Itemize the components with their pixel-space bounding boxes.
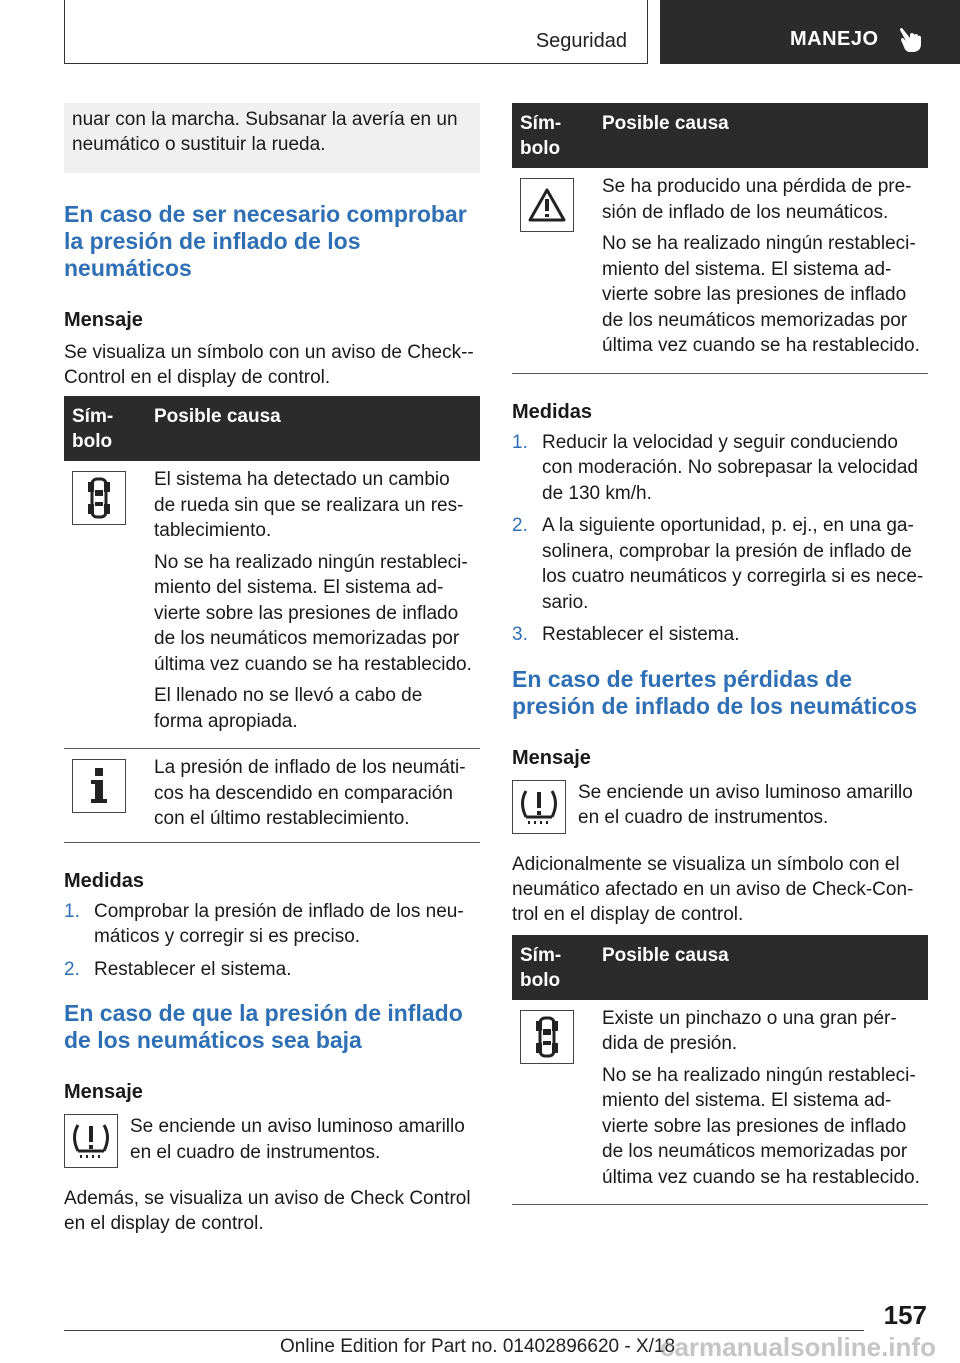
measures-list: [512, 430, 928, 648]
cause-text: El llenado no se llevó a cabo de forma apropiada.: [154, 685, 423, 732]
table-row: [64, 461, 480, 749]
list-item: 3. Restablecer el sistema.: [512, 624, 740, 645]
car-tire-warning-icon: [72, 471, 126, 525]
right-column: [512, 103, 928, 1205]
table-header-cause: Posible causa: [602, 113, 729, 134]
list-item: 1. Comprobar la presión de inflado de los neu-máticos y corregir si es preciso.: [64, 900, 464, 947]
info-icon: [72, 759, 126, 813]
cause-text: La presión de inflado de los neumáti-cos ha descendido en comparación con el último restablecimiento.: [154, 757, 466, 829]
page-number: 157: [883, 1300, 927, 1330]
table-header-symbol: Sím-bolo: [520, 944, 562, 991]
cause-text: No se ha realizado ningún restableci-miento del sistema. El sistema ad-vierte sobre las presiones de inflado de los neumáticos memorizadas por última vez cuando se ha restablecido.: [602, 1064, 920, 1188]
message-row: [64, 1114, 480, 1174]
cause-text: No se ha realizado ningún restableci-miento del sistema. El sistema ad-vierte sobre las presiones de inflado de los neumáticos memorizadas por última vez cuando se ha restablecido.: [602, 233, 920, 356]
extra-text: Adicionalmente se visualiza un símbolo con el neumático afectado en un aviso de Check-Con-trol en el display de control.: [512, 853, 914, 925]
section-heading-check-pressure: En caso de ser necesario comprobar la presión de inflado de los neumáticos: [64, 201, 467, 281]
warning-triangle-icon: [520, 178, 574, 232]
table-header-cause: Posible causa: [602, 944, 729, 966]
footer-divider: [64, 1330, 864, 1331]
measures-heading: Medidas: [512, 400, 593, 423]
table-header-symbol: Sím-bolo: [72, 406, 114, 452]
table-header: [64, 396, 480, 461]
message-text: Se enciende un aviso luminoso amarillo en el cuadro de instrumentos.: [130, 1116, 465, 1163]
table-row: [64, 749, 480, 843]
extra-text: Además, se visualiza un aviso de Check Control en el display de control.: [64, 1188, 471, 1234]
cause-text: Se ha producido una pérdida de pre-sión de inflado de los neumáticos.: [602, 176, 912, 223]
message-heading: Mensaje: [512, 746, 591, 769]
continued-text-box: nuar con la marcha. Subsanar la avería en un neumático o sustituir la rueda.: [64, 103, 480, 173]
list-item: 1. Reducir la velocidad y seguir conduciendo con moderación. No sobrepasar la velocidad de 130 km/h.: [512, 431, 918, 504]
cause-table: [512, 103, 928, 374]
cause-text: Existe un pinchazo o una gran pér-dida de presión.: [602, 1007, 897, 1054]
list-item: 2. Restablecer el sistema.: [64, 958, 292, 980]
pointing-hand-icon: [898, 26, 924, 54]
message-text: Se visualiza un símbolo con un aviso de Check--Control en el display de control.: [64, 342, 474, 388]
cause-table: [64, 396, 480, 843]
section-heading-low-pressure: En caso de que la presión de inflado de los neumáticos sea baja: [64, 1000, 463, 1053]
header-chapter-box: [660, 0, 960, 64]
table-header-cause: Posible causa: [154, 406, 281, 427]
tire-pressure-warning-icon: [64, 1114, 118, 1168]
car-tire-warning-icon: [520, 1010, 574, 1064]
message-heading: Mensaje: [64, 1081, 143, 1103]
message-text: Se enciende un aviso luminoso amarillo en el cuadro de instrumentos.: [578, 781, 913, 828]
cause-text: No se ha realizado ningún restableci-miento del sistema. El sistema ad-vierte sobre las presiones de inflado de los neumáticos memorizadas por última vez cuando se ha restablecido.: [154, 551, 472, 675]
watermark: carmanualsonline.info: [660, 1332, 936, 1362]
table-header: [512, 103, 928, 168]
table-row: [512, 1000, 928, 1206]
message-row: [512, 780, 928, 840]
header-section-title: Seguridad: [535, 30, 627, 52]
list-item: 2. A la siguiente oportunidad, p. ej., en una ga-solinera, comprobar la presión de inflado de los cuatro neumáticos y corregirla si es nece-sario.: [512, 515, 924, 613]
measures-heading: Medidas: [64, 869, 145, 892]
table-header: [512, 935, 928, 1000]
tire-pressure-warning-icon: [512, 780, 566, 834]
message-heading: Mensaje: [64, 309, 143, 331]
header-chapter-title: MANEJO: [790, 28, 879, 50]
left-column: [64, 103, 480, 1236]
cause-text: El sistema ha detectado un cambio de rueda sin que se realizara un res-tablecimiento.: [154, 469, 464, 541]
section-heading-strong-loss: En caso de fuertes pérdidas de presión de inflado de los neumáticos: [512, 665, 918, 719]
table-row: [512, 168, 928, 374]
cause-table: [512, 935, 928, 1206]
header-section-box: [64, 0, 648, 64]
footer-edition-text: Online Edition for Part no. 01402896620 - X/18: [280, 1336, 676, 1357]
table-header-symbol: Sím-bolo: [520, 113, 562, 159]
measures-list: [64, 899, 480, 983]
